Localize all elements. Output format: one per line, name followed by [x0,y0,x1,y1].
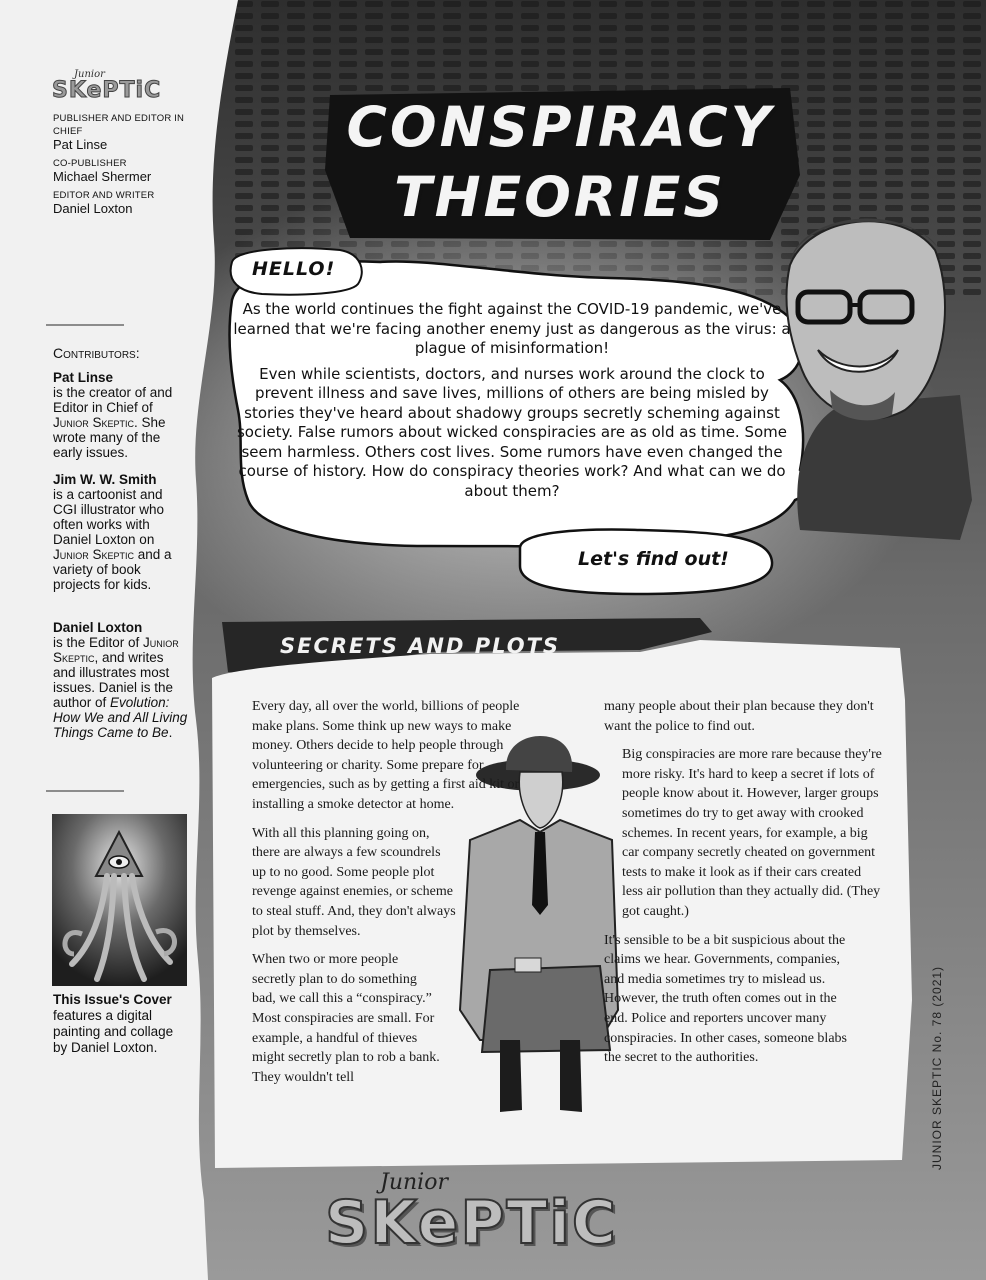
intro-speech [232,300,792,507]
cover-caption-title: This Issue's Cover [53,992,172,1007]
contributor-name: Daniel Loxton [53,620,143,635]
bottom-logo-junior: Junior [380,1170,448,1195]
contributor-entry [53,472,188,592]
contributor-entry [53,370,188,460]
contributor-name: Pat Linse [53,370,114,385]
staff-role: EDITOR AND WRITER [53,190,155,201]
sidebar-divider [46,790,124,792]
section-heading: SECRETS AND PLOTS [280,634,561,658]
article-paragraph: many people about their plan because they don't want the police to find out. [604,699,874,734]
staff-name: Daniel Loxton [53,201,133,216]
staff-role: CO-PUBLISHER [53,158,127,169]
contributor-bio: is the creator of and Editor in Chief of [53,385,173,415]
article-paragraph: When two or more people secretly plan to do something bad, we call this a “conspiracy.” Most conspiracies are small. For example, a handful of thieves might secretly plan to rob a bank. They wouldn't tell [252,952,440,1085]
article-column-left [252,697,552,1087]
hello-text: HELLO! [252,258,336,280]
magazine-name: Junior Skeptic [53,547,135,562]
staff-name: Michael Shermer [53,169,152,184]
magazine-name: Junior Skeptic [53,635,179,665]
contributor-bio: . [168,725,173,740]
contributor-bio: . She wrote many of the early issues. [53,415,166,460]
contributor-bio: is the Editor of [53,635,144,650]
sidebar-logo-junior: Junior [74,69,105,80]
find-out-text: Let's find out! [578,548,729,570]
sidebar-divider [46,324,124,326]
book-title: Evolution: How We and All Living Things Came to Be [53,695,188,740]
contributors-heading: Contributors: [53,345,140,361]
title-line-1: CONSPIRACY [346,95,774,159]
issue-label: JUNIOR SKEPTIC No. 78 (2021) [930,965,944,1170]
article-paragraph: Every day, all over the world, billions of people make plans. Some think up new ways to make money. Others decide to help people through volunteering or charity. Some prepare for emergencies, such as by getting a first aid kit or installing a smoke detector at home. [252,699,520,812]
sidebar-logo [52,70,161,102]
cover-thumbnail [52,814,187,986]
contributor-entry [53,620,188,740]
article-paragraph: Big conspiracies are more rare because they're more risky. It's hard to keep a secret if lots of people know about it. However, larger groups sometimes do try to get away with crooked schemes. In recent years, for example, a big car company secretly cheated on government tests to make it look as if their cars created less air pollution than they actually did. (They got caught.) [622,747,882,919]
contributor-bio: , and writes and illustrates most issues. Daniel is the author of [53,650,174,710]
article-paragraph: It's sensible to be a bit suspicious about the claims we hear. Governments, companies, and media sometimes try to mislead us. However, the truth often comes out in the end. Police and reporters uncover many conspiracies. In other cases, someone blabs the secret to the authorities. [604,932,847,1066]
bottom-logo-skeptic: SKePTiC [325,1188,618,1258]
intro-paragraph: As the world continues the fight against the COVID-19 pandemic, we've learned that we're facing another enemy just as dangerous as the virus: a plague of misinformation! [233,300,791,357]
staff-credits [53,112,193,221]
contributor-bio: is a cartoonist and CGI illustrator who often works with Daniel Loxton on [53,487,165,547]
sidebar-logo-skeptic: SKePTiC [52,78,162,103]
title-block [325,92,795,242]
magazine-name: Junior Skeptic [53,415,135,430]
cover-caption [53,992,188,1056]
contributor-name: Jim W. W. Smith [53,472,157,487]
page-title [325,92,795,232]
title-line-2: THEORIES [394,165,726,229]
bottom-logo [325,1170,655,1260]
contributor-bio: and a variety of book projects for kids. [53,547,172,592]
article-column-right [604,697,882,1068]
staff-name: Pat Linse [53,137,108,152]
article-paragraph: With all this planning going on, there are always a few scoundrels up to no good. Some people plot revenge against enemies, or scheme to steal stuff. And, they don't always plot by themselves. [252,825,456,939]
staff-role: PUBLISHER AND EDITOR IN CHIEF [53,113,185,137]
intro-paragraph: Even while scientists, doctors, and nurses work around the clock to prevent illness and save lives, millions of others are being misled by stories they've heard about shadowy groups secretly scheming against society. False rumors about wicked conspiracies are as old as time. Some seem harmless. Others cost lives. Some rumors have even changed the course of history. How do conspiracy theories work? And what can we do about them? [236,364,788,500]
cover-caption-text: features a digital painting and collage by Daniel Loxton. [53,1008,174,1055]
